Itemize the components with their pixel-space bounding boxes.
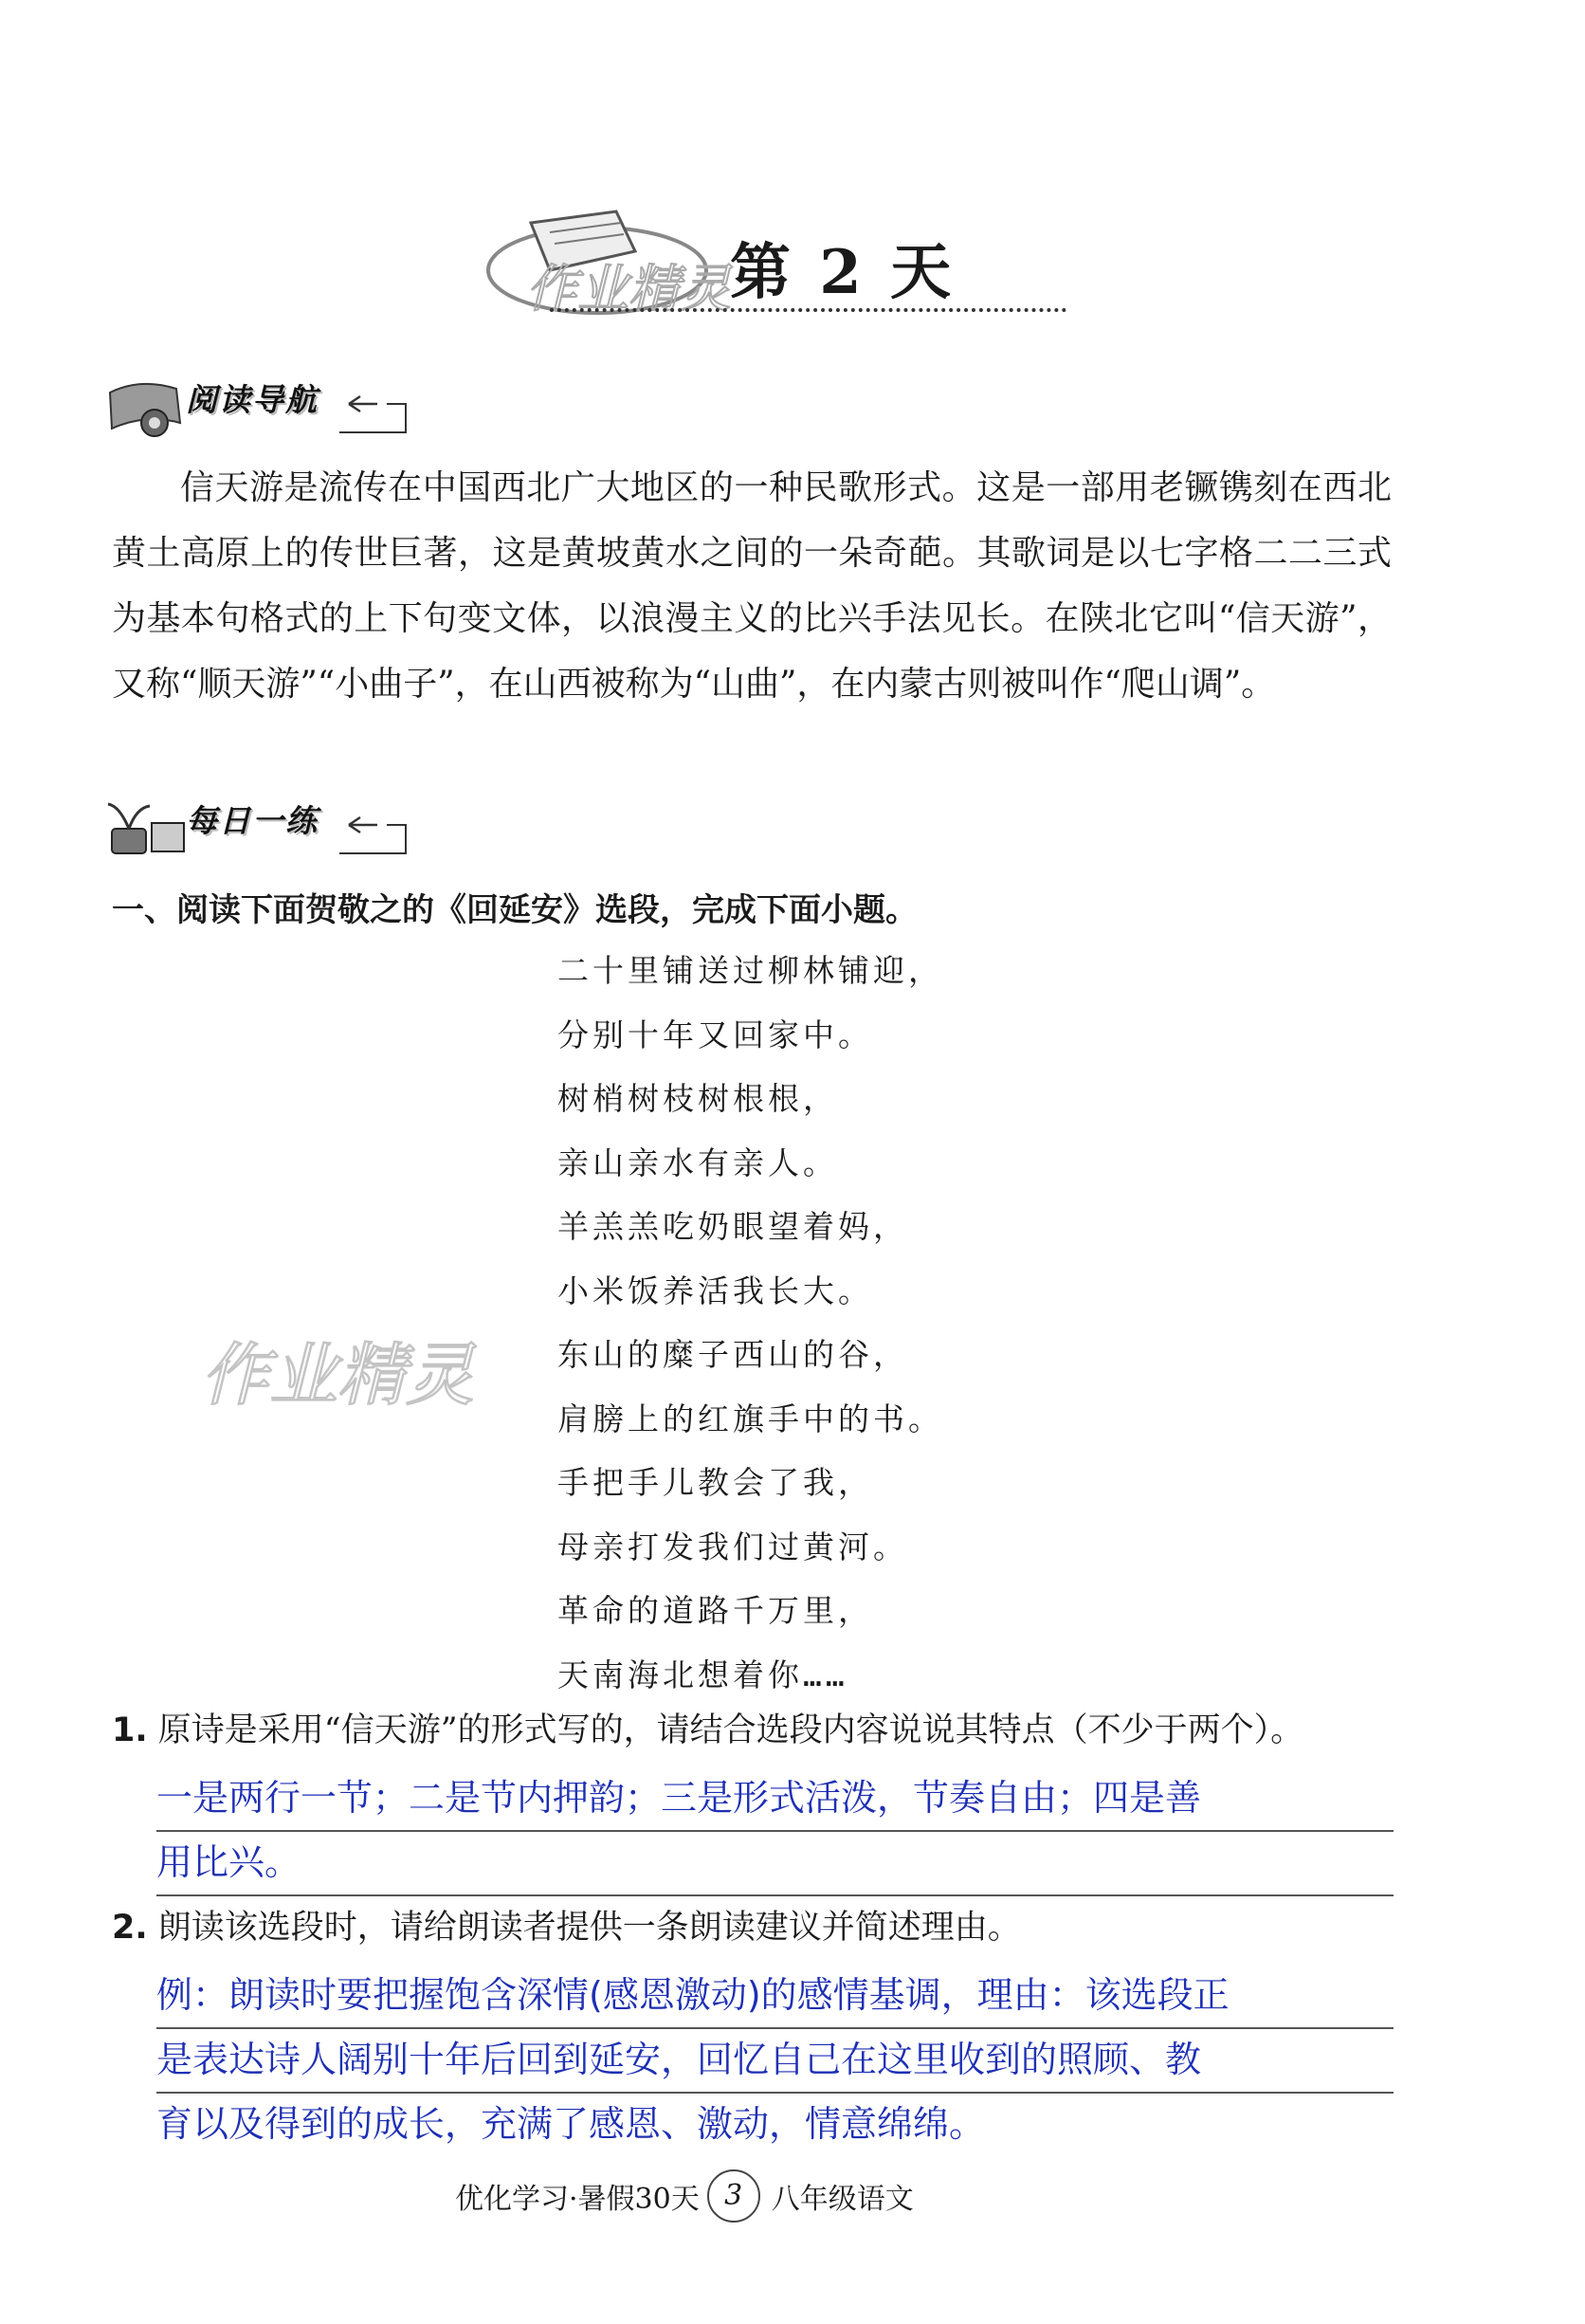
poem-line: 小米饭养活我长大。 [557,1272,873,1309]
poem-line: 东山的糜子西山的谷， [557,1336,908,1373]
question-text: 原诗是采用“信天游”的形式写的，请结合选段内容说说其特点（不少于两个）。 [157,1711,1304,1749]
poem-line: 手把手儿教会了我， [557,1464,873,1501]
poem-line: 羊羔羔吃奶眼望着妈， [557,1208,908,1245]
intro-paragraph [112,455,1392,717]
poem-line: 肩膀上的红旗手中的书。 [557,1400,943,1437]
arrow-left-icon [339,812,519,859]
book-scroll-icon [102,375,197,438]
question-text: 朗读该选段时，请给朗读者提供一条朗读建议并简述理由。 [157,1909,1021,1947]
poem-line: 母亲打发我们过黄河。 [557,1528,908,1565]
section-label: 每日一练 [186,802,319,839]
question-2 [112,1900,1401,1955]
section-daily-practice [102,793,519,863]
poem-line: 革命的道路千万里， [557,1592,873,1629]
answer-line: 一是两行一节；二是节内押韵；三是形式活泼，节奏自由；四是善 [156,1766,1394,1832]
arrow-left-icon [339,391,519,438]
answer-line: 育以及得到的成长，充满了感恩、激动，情意绵绵。 [156,2103,986,2145]
section-label: 阅读导航 [186,381,319,418]
watermark-middle [201,1323,504,1422]
answer-line: 用比兴。 [156,1830,1394,1896]
title-underline [550,308,1066,312]
question-heading: 一、阅读下面贺敬之的《回延安》选段，完成下面小题。 [112,891,918,929]
poem-line: 天南海北想着你…… [557,1656,848,1693]
page-number: 3 [707,2169,760,2223]
intro-text: 信天游是流传在中国西北广大地区的一种民歌形式。这是一部用老镢镌刻在西北黄土高原上的传世巨著，这是黄坡黄水之间的一朵奇葩。其歌词是以七字格二二三式为基本句格式的上下句变文体，以浪漫主义的比兴手法见长。在陕北它叫“信天游”，又称“顺天游”“小曲子”，在山西被称为“山曲”，在内蒙古则被叫作“爬山调”。 [112,468,1392,704]
page-title: 第 2 天 [730,237,956,308]
footer-book-title: 优化学习·暑假30天 [455,2183,700,2216]
poem-line: 树梢树枝树根根， [557,1080,838,1117]
answer-line: 例：朗读时要把握饱含深情(感恩激动)的感情基调，理由：该选段正 [156,1963,1394,2029]
poem-line: 二十里铺送过柳林铺迎， [557,952,943,989]
question-number: 2. [112,1909,148,1947]
footer [455,2169,914,2223]
answer-line: 是表达诗人阔别十年后回到延安，回忆自己在这里收到的照顾、教 [156,2027,1394,2094]
question-number: 1. [112,1711,148,1749]
question-1 [112,1703,1401,1758]
svg-text:作业精灵: 作业精灵 [526,259,731,319]
poem [557,939,943,1707]
poem-line: 分别十年又回家中。 [557,1016,873,1053]
section-reading-guide [102,372,519,442]
plant-pot-icon [102,796,197,859]
footer-subject: 八年级语文 [771,2183,914,2216]
poem-line: 亲山亲水有亲人。 [557,1144,838,1181]
svg-text:作业精灵: 作业精灵 [201,1335,475,1415]
